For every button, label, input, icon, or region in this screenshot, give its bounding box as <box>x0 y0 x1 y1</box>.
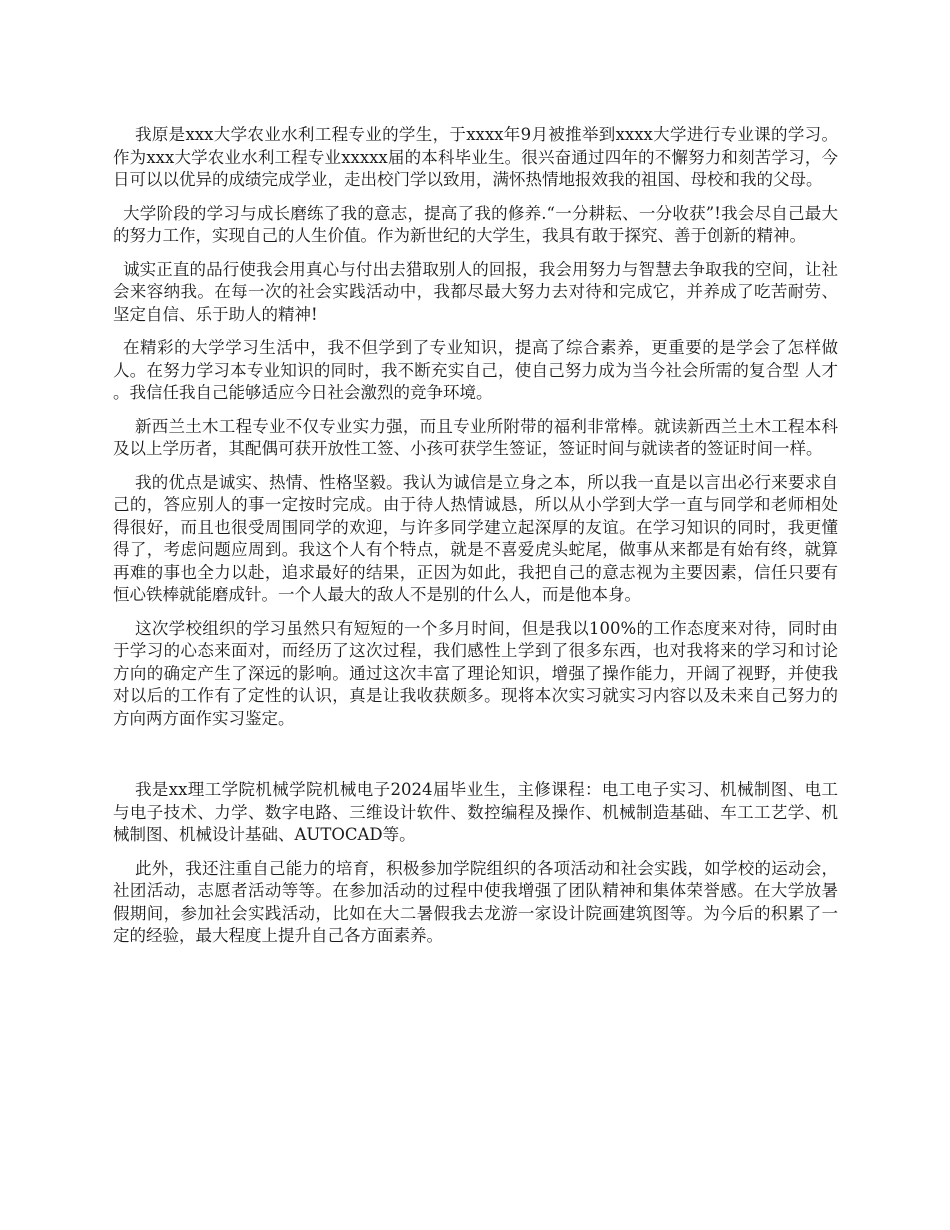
paragraph-7: 这次学校组织的学习虽然只有短短的一个多月时间，但是我以100%的工作态度来对待，同时由于学习的心态来面对，而经历了这次过程，我们感性上学到了很多东西，也对我将来的学习和讨论方向的确定产生了深远的影响。通过这次丰富了理论知识，增强了操作能力，开阔了视野，并使我对以后的工作有了定性的认识，真是让我收获颇多。现将本次实习就实习内容以及未来自己努力的方向两方面作实习鉴定。 <box>113 618 838 728</box>
paragraph-9: 此外，我还注重自己能力的培育，积极参加学院组织的各项活动和社会实践，如学校的运动会，社团活动，志愿者活动等等。在参加活动的过程中使我增强了团队精神和集体荣誉感。在大学放暑假期间，参加社会实践活动，比如在大二暑假我去龙游一家设计院画建筑图等。为今后的积累了一定的经验，最大程度上提升自己各方面素养。 <box>113 858 838 945</box>
paragraph-5: 新西兰土木工程专业不仅专业实力强，而且专业所附带的福利非常棒。就读新西兰土木工程本科及以上学历者，其配偶可获开放性工签、小孩可获学生签证，签证时间与就读者的签证时间一样。 <box>113 416 838 458</box>
section-divider-space <box>113 741 838 779</box>
paragraph-1: 我原是xxx大学农业水利工程专业的学生，于xxxx年9月被推举到xxxx大学进行专业课的学习。作为xxx大学农业水利工程专业xxxxx届的本科毕业生。很兴奋通过四年的不懈努力和刻苦学习，今日可以以优异的成绩完成学业，走出校门学以致用，满怀热情地报效我的祖国、母校和我的父母。 <box>113 125 838 189</box>
document-body <box>113 124 838 959</box>
paragraph-4: 在精彩的大学学习生活中，我不但学到了专业知识，提高了综合素养，更重要的是学会了怎样做人。在努力学习本专业知识的同时，我不断充实自己，使自己努力成为当今社会所需的复合型 人才 。我信任我自己能够适应今日社会激烈的竞争环境。 <box>113 338 838 402</box>
paragraph-2: 大学阶段的学习与成长磨练了我的意志，提高了我的修养.“一分耕耘、一分收获”!我会尽自己最大的努力工作，实现自己的人生价值。作为新世纪的大学生，我具有敢于探究、善于创新的精神。 <box>113 203 838 245</box>
paragraph-6: 我的优点是诚实、热情、性格坚毅。我认为诚信是立身之本，所以我一直是以言出必行来要求自己的，答应别人的事一定按时完成。由于待人热情诚恳，所以从小学到大学一直与同学和老师相处得很好，而且也很受周围同学的欢迎，与许多同学建立起深厚的友谊。在学习知识的同时，我更懂得了，考虑问题应周到。我这个人有个特点，就是不喜爱虎头蛇尾，做事从来都是有始有终，就算再难的事也全力以赴，追求最好的结果，正因为如此，我把自己的意志视为主要因素，信任只要有恒心铁棒就能磨成针。一个人最大的敌人不是别的什么人，而是他本身。 <box>113 472 838 604</box>
section-1 <box>113 124 838 730</box>
paragraph-8: 我是xx理工学院机械学院机械电子2024届毕业生，主修课程：电工电子实习、机械制图、电工与电子技术、力学、数字电路、三维设计软件、数控编程及操作、机械制造基础、车工工艺学、机械制图、机械设计基础、AUTOCAD等。 <box>113 780 838 844</box>
section-2 <box>113 779 838 948</box>
paragraph-3: 诚实正直的品行使我会用真心与付出去猎取别人的回报，我会用努力与智慧去争取我的空间，让社会来容纳我。在每一次的社会实践活动中，我都尽最大努力去对待和完成它，并养成了吃苦耐劳、坚定自信、乐于助人的精神! <box>113 259 838 324</box>
